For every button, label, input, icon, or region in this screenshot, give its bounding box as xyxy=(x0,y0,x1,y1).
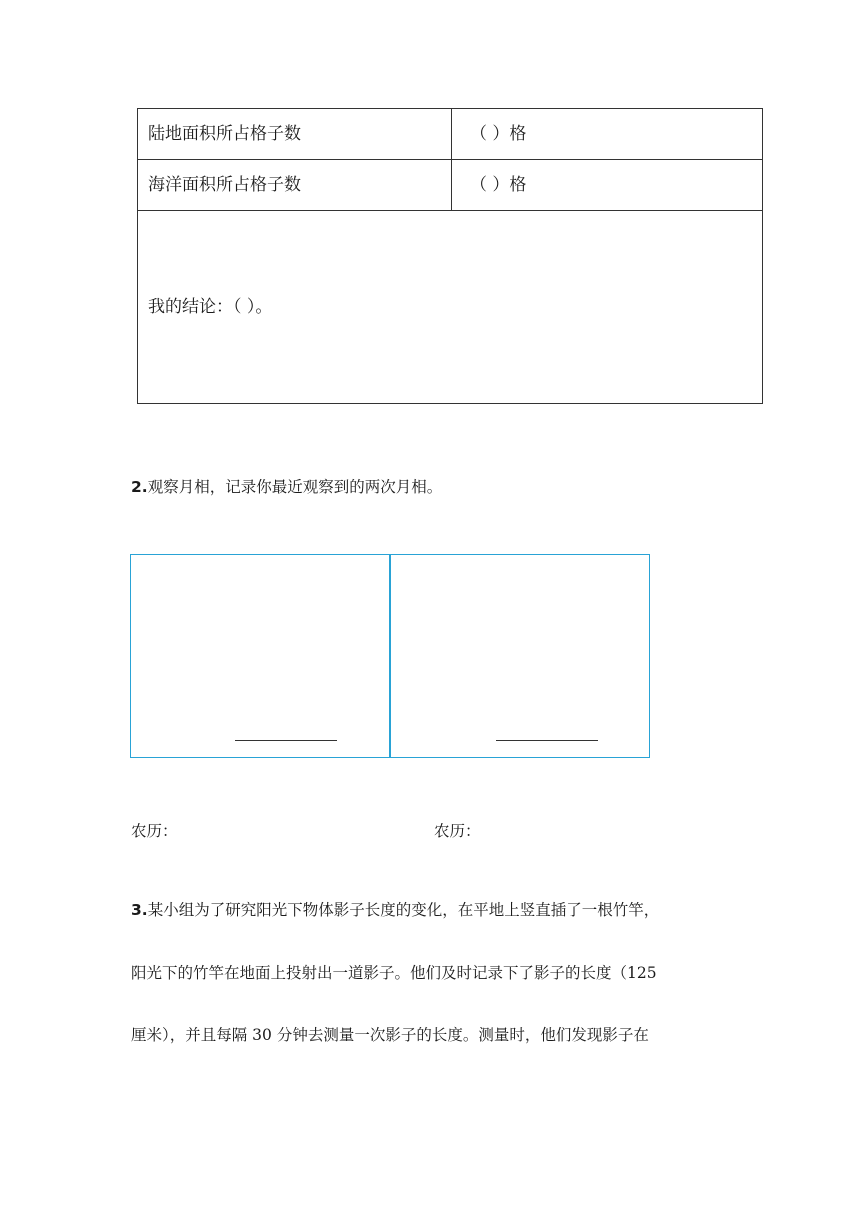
moon-phase-box-1[interactable] xyxy=(130,554,391,758)
question-3-number: 3. xyxy=(131,901,148,919)
question-3-line-3: 厘米），并且每隔 30 分钟去测量一次影子的长度。测量时，他们发现影子在 xyxy=(131,1026,649,1044)
land-label: 陆地面积所占格子数 xyxy=(148,124,301,144)
question-2 xyxy=(131,477,442,497)
question-2-text: 观察月相，记录你最近观察到的两次月相。 xyxy=(147,478,443,496)
table-row-ocean xyxy=(138,160,762,211)
land-value-blank[interactable]: （ ）格 xyxy=(470,124,527,144)
conclusion-text[interactable]: 我的结论：（ ）。 xyxy=(148,297,273,317)
question-3-text-1: 某小组为了研究阳光下物体影子长度的变化，在平地上竖直插了一根竹竿， xyxy=(147,901,660,919)
area-table xyxy=(137,108,763,404)
ocean-value-blank[interactable]: （ ）格 xyxy=(470,175,527,195)
table-row-land xyxy=(138,109,762,160)
question-3-line-1 xyxy=(131,900,659,920)
moon-date-line-1 xyxy=(235,740,337,741)
ocean-label: 海洋面积所占格子数 xyxy=(148,175,301,195)
moon-phase-box-2[interactable] xyxy=(389,554,650,758)
lunar-label-1: 农历： xyxy=(131,822,178,840)
question-3-line-2: 阳光下的竹竿在地面上投射出一道影子。他们及时记录下了影子的长度（125 xyxy=(131,964,657,982)
question-2-number: 2. xyxy=(131,478,148,496)
moon-date-line-2 xyxy=(496,740,598,741)
table-divider xyxy=(451,109,452,211)
lunar-label-2: 农历： xyxy=(434,822,481,840)
